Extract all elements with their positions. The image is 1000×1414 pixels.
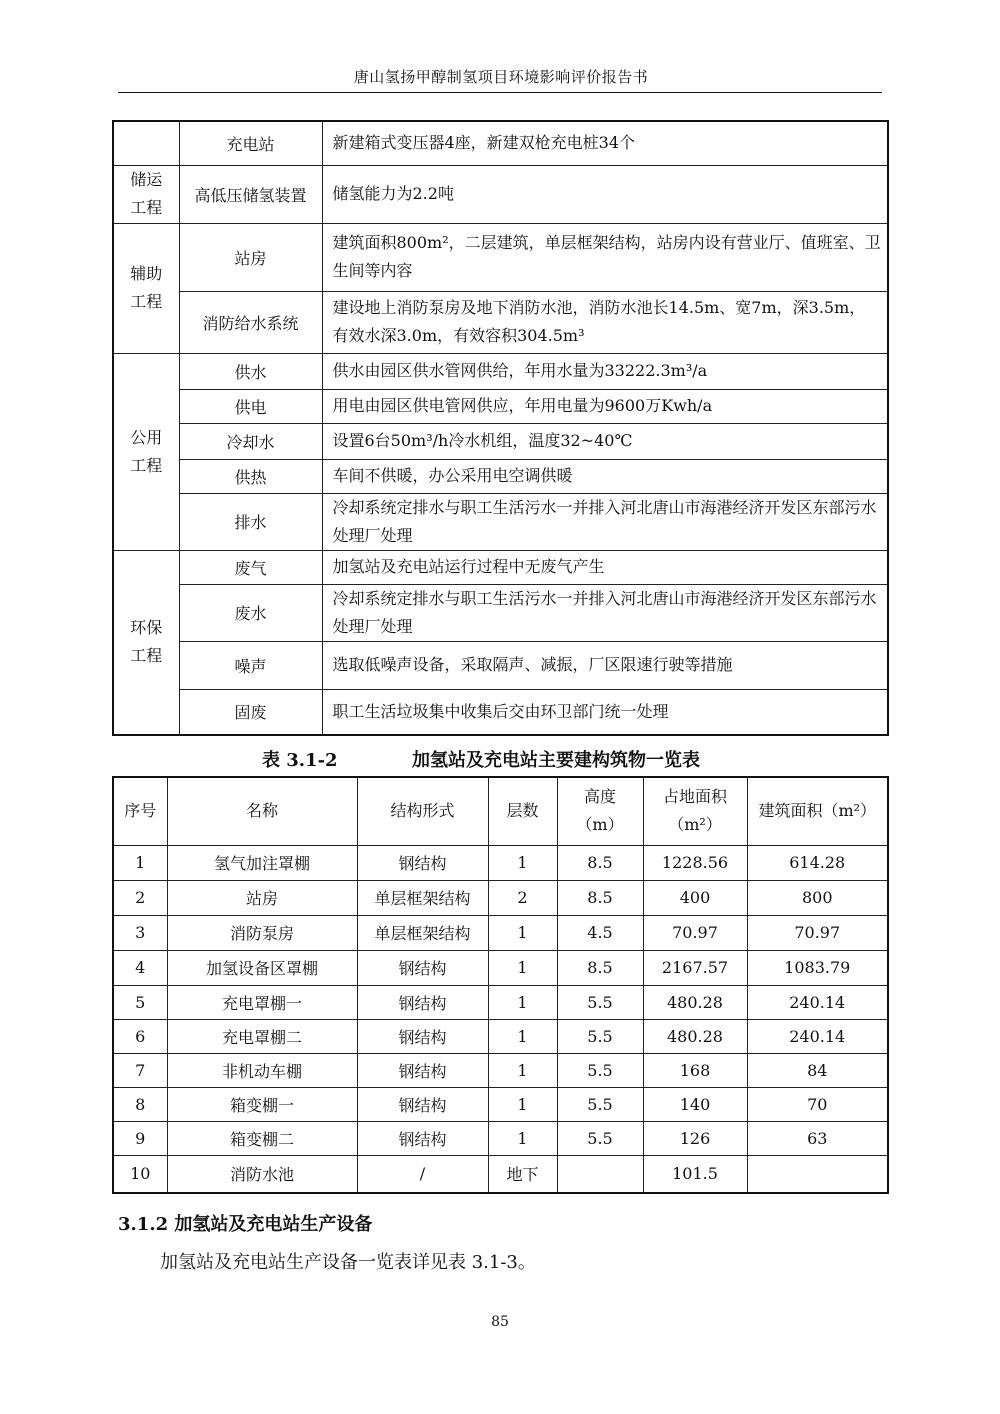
column-header: 序号 [113, 777, 167, 845]
item-cell: 废水 [179, 584, 322, 641]
table-cell: 168 [643, 1053, 747, 1087]
table-cell: 400 [643, 880, 747, 915]
table-cell: 8.5 [557, 880, 643, 915]
table-cell: 消防水池 [167, 1155, 357, 1193]
table-cell: 箱变棚二 [167, 1121, 357, 1155]
item-cell: 固废 [179, 689, 322, 735]
table-cell: 1 [488, 985, 557, 1019]
description-cell: 加氢站及充电站运行过程中无废气产生 [322, 550, 888, 584]
table-cell: 1 [113, 845, 167, 880]
table-cell: 单层框架结构 [357, 915, 488, 950]
description-cell: 建设地上消防泵房及地下消防水池，消防水池长14.5m、宽7m，深3.5m，有效水深3.0m，有效容积304.5m³ [322, 291, 888, 353]
table-row [113, 493, 888, 550]
item-cell: 冷却水 [179, 423, 322, 459]
table-cell: 钢结构 [357, 985, 488, 1019]
table-cell: 1083.79 [747, 950, 888, 985]
table-cell: 站房 [167, 880, 357, 915]
table-cell: 地下 [488, 1155, 557, 1193]
table-cell: 5.5 [557, 1087, 643, 1121]
item-cell: 供电 [179, 389, 322, 423]
table-cell: 6 [113, 1019, 167, 1053]
item-cell: 排水 [179, 493, 322, 550]
table-cell: 5.5 [557, 1053, 643, 1087]
table-cell: 2 [113, 880, 167, 915]
table-cell: 充电罩棚二 [167, 1019, 357, 1053]
column-header: 名称 [167, 777, 357, 845]
body-paragraph: 加氢站及充电站生产设备一览表详见表 3.1-3。 [160, 1252, 536, 1273]
table-cell: 箱变棚一 [167, 1087, 357, 1121]
table-cell: 1 [488, 1019, 557, 1053]
table-row [113, 423, 888, 459]
item-cell: 供水 [179, 353, 322, 389]
table-row [113, 1053, 888, 1087]
table-row [113, 291, 888, 353]
table-cell: / [357, 1155, 488, 1193]
table-header-row [113, 777, 888, 845]
table-row [113, 223, 888, 291]
column-header: 结构形式 [357, 777, 488, 845]
description-cell: 设置6台50m³/h冷水机组，温度32~40℃ [322, 423, 888, 459]
description-cell: 新建箱式变压器4座，新建双枪充电桩34个 [322, 121, 888, 165]
table-cell: 1 [488, 1121, 557, 1155]
description-cell: 建筑面积800m²，二层建筑，单层框架结构，站房内设有营业厅、值班室、卫生间等内容 [322, 223, 888, 291]
table-cell: 5.5 [557, 1019, 643, 1053]
table-cell: 480.28 [643, 985, 747, 1019]
table-cell: 4.5 [557, 915, 643, 950]
table-row [113, 915, 888, 950]
table-cell: 70 [747, 1087, 888, 1121]
table-cell: 消防泵房 [167, 915, 357, 950]
table-cell: 2 [488, 880, 557, 915]
table-cell: 1 [488, 915, 557, 950]
running-header: 唐山氢扬甲醇制氢项目环境影响评价报告书 [353, 68, 649, 86]
table-cell: 充电罩棚一 [167, 985, 357, 1019]
table-row [113, 121, 888, 165]
table-cell: 钢结构 [357, 1053, 488, 1087]
table-cell: 614.28 [747, 845, 888, 880]
table-cell: 加氢设备区罩棚 [167, 950, 357, 985]
item-cell: 供热 [179, 459, 322, 493]
table-row [113, 950, 888, 985]
table-cell: 1 [488, 845, 557, 880]
table-cell: 钢结构 [357, 950, 488, 985]
description-cell: 用电由园区供电管网供应，年用电量为9600万Kwh/a [322, 389, 888, 423]
item-cell: 噪声 [179, 641, 322, 689]
table-row [113, 550, 888, 584]
description-cell: 职工生活垃圾集中收集后交由环卫部门统一处理 [322, 689, 888, 735]
table-cell: 8 [113, 1087, 167, 1121]
table-cell: 5.5 [557, 1121, 643, 1155]
description-cell: 储氢能力为2.2吨 [322, 165, 888, 223]
buildings-table [112, 776, 889, 1194]
table-row [113, 459, 888, 493]
table-cell: 1 [488, 1087, 557, 1121]
table-row [113, 1087, 888, 1121]
section-heading: 3.1.2 加氢站及充电站生产设备 [118, 1214, 373, 1235]
table-cell: 非机动车棚 [167, 1053, 357, 1087]
table-cell: 240.14 [747, 985, 888, 1019]
table-row [113, 353, 888, 389]
table-row [113, 641, 888, 689]
category-cell: 公用 工程 [113, 353, 179, 550]
description-cell: 供水由园区供水管网供给，年用水量为33222.3m³/a [322, 353, 888, 389]
description-cell: 冷却系统定排水与职工生活污水一并排入河北唐山市海港经济开发区东部污水处理厂处理 [322, 493, 888, 550]
table-cell: 钢结构 [357, 845, 488, 880]
table-row [113, 165, 888, 223]
table-cell: 钢结构 [357, 1019, 488, 1053]
table-cell: 单层框架结构 [357, 880, 488, 915]
table-row [113, 584, 888, 641]
item-cell: 废气 [179, 550, 322, 584]
category-cell: 储运 工程 [113, 165, 179, 223]
category-cell [113, 121, 179, 165]
table-cell: 240.14 [747, 1019, 888, 1053]
table-cell: 101.5 [643, 1155, 747, 1193]
table-row [113, 1121, 888, 1155]
item-cell: 高低压储氢装置 [179, 165, 322, 223]
table-cell: 1 [488, 1053, 557, 1087]
table-title: 加氢站及充电站主要建构筑物一览表 [412, 750, 700, 771]
page-number: 85 [491, 1314, 509, 1330]
category-cell: 环保 工程 [113, 550, 179, 735]
description-cell: 车间不供暖，办公采用电空调供暖 [322, 459, 888, 493]
item-cell: 充电站 [179, 121, 322, 165]
table-cell [747, 1155, 888, 1193]
description-cell: 冷却系统定排水与职工生活污水一并排入河北唐山市海港经济开发区东部污水处理厂处理 [322, 584, 888, 641]
table-cell: 氢气加注罩棚 [167, 845, 357, 880]
table-cell: 140 [643, 1087, 747, 1121]
table-cell: 2167.57 [643, 950, 747, 985]
item-cell: 消防给水系统 [179, 291, 322, 353]
item-cell: 站房 [179, 223, 322, 291]
table-cell: 70.97 [747, 915, 888, 950]
column-header: 建筑面积（m²） [747, 777, 888, 845]
table-cell: 70.97 [643, 915, 747, 950]
table-cell: 800 [747, 880, 888, 915]
table-row [113, 389, 888, 423]
project-composition-table [112, 120, 889, 736]
table-cell: 1228.56 [643, 845, 747, 880]
table-cell: 1 [488, 950, 557, 985]
table-cell: 480.28 [643, 1019, 747, 1053]
table-number: 表 3.1-2 [262, 750, 338, 771]
table-cell: 7 [113, 1053, 167, 1087]
header-rule [118, 92, 882, 93]
table-cell: 5 [113, 985, 167, 1019]
column-header: 高度 （m） [557, 777, 643, 845]
table-row [113, 880, 888, 915]
table-cell: 9 [113, 1121, 167, 1155]
table-cell: 3 [113, 915, 167, 950]
table-cell: 5.5 [557, 985, 643, 1019]
table-cell: 8.5 [557, 950, 643, 985]
category-cell: 辅助 工程 [113, 223, 179, 353]
table-cell: 126 [643, 1121, 747, 1155]
table-cell: 63 [747, 1121, 888, 1155]
description-cell: 选取低噪声设备，采取隔声、减振，厂区限速行驶等措施 [322, 641, 888, 689]
table-cell: 钢结构 [357, 1121, 488, 1155]
table-row [113, 689, 888, 735]
column-header: 层数 [488, 777, 557, 845]
table-cell: 8.5 [557, 845, 643, 880]
table-row [113, 1019, 888, 1053]
table-row [113, 845, 888, 880]
table-cell [557, 1155, 643, 1193]
column-header: 占地面积 （m²） [643, 777, 747, 845]
table-row [113, 1155, 888, 1193]
table-cell: 4 [113, 950, 167, 985]
table-cell: 钢结构 [357, 1087, 488, 1121]
table-cell: 84 [747, 1053, 888, 1087]
table-cell: 10 [113, 1155, 167, 1193]
table-row [113, 985, 888, 1019]
